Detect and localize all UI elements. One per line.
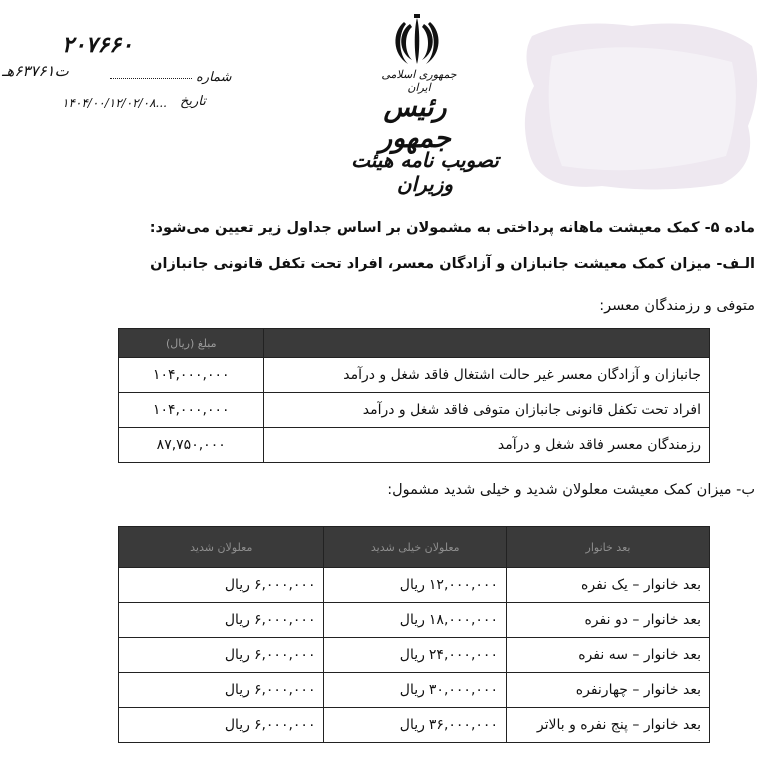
table-row bbox=[119, 358, 710, 393]
family-size-cell: بعد خانوار – پنج نفره و بالاتر bbox=[506, 708, 709, 743]
row-amount: ۸۷,۷۵۰,۰۰۰ bbox=[119, 428, 264, 463]
amount-cell bbox=[324, 673, 506, 708]
republic-caption: جمهوری اسلامی ایران bbox=[381, 68, 457, 94]
amount-value: ۱۸,۰۰۰,۰۰۰ bbox=[428, 612, 498, 628]
family-size-cell: بعد خانوار – دو نفره bbox=[506, 603, 709, 638]
table-header-cell bbox=[264, 329, 710, 358]
number-label: شماره bbox=[196, 70, 232, 85]
table-row bbox=[119, 673, 710, 708]
row-description: جانبازان و آزادگان معسر غیر حالت اشتغال فاقد شغل و درآمد bbox=[264, 358, 710, 393]
table-header-row bbox=[119, 527, 710, 568]
amount-value: ۶,۰۰۰,۰۰۰ bbox=[253, 682, 316, 698]
letter-number: ۲۰۷۶۶۰ bbox=[62, 32, 133, 58]
currency-label: ریال bbox=[399, 577, 425, 593]
redaction-overlay bbox=[512, 16, 762, 194]
amount-value: ۳۰,۰۰۰,۰۰۰ bbox=[428, 682, 498, 698]
currency-label: ریال bbox=[399, 647, 425, 663]
amount-value: ۶,۰۰۰,۰۰۰ bbox=[253, 577, 316, 593]
letter-date: ۱۴۰۴/۰۰/۱۲/۰۲/۰۸... bbox=[62, 96, 167, 110]
amount-value: ۳۶,۰۰۰,۰۰۰ bbox=[428, 717, 498, 733]
amount-cell bbox=[119, 568, 324, 603]
amount-value: ۲۴,۰۰۰,۰۰۰ bbox=[428, 647, 498, 663]
amount-value: ۶,۰۰۰,۰۰۰ bbox=[253, 612, 316, 628]
article-5-heading: ماده ۵- کمک معیشت ماهانه پرداختی به مشمولان بر اساس جداول زیر تعیین می‌شود: bbox=[149, 220, 755, 236]
letter-number-suffix: ت۶۳۷۶۱هـ bbox=[2, 62, 69, 80]
amount-cell bbox=[119, 603, 324, 638]
row-amount: ۱۰۴,۰۰۰,۰۰۰ bbox=[119, 393, 264, 428]
number-dotted-line bbox=[110, 78, 192, 79]
amount-cell bbox=[324, 708, 506, 743]
table-row bbox=[119, 638, 710, 673]
table-row bbox=[119, 568, 710, 603]
currency-label: ریال bbox=[224, 717, 250, 733]
currency-label: ریال bbox=[399, 717, 425, 733]
amount-cell bbox=[324, 638, 506, 673]
section-b-heading: ب- میزان کمک معیشت معلولان شدید و خیلی شدید مشمول: bbox=[387, 482, 755, 498]
table-header-cell: معلولان خیلی شدید bbox=[324, 527, 506, 568]
table-row bbox=[119, 393, 710, 428]
amount-cell bbox=[119, 638, 324, 673]
president-title: رئیس جمهور bbox=[379, 92, 451, 154]
amount-cell bbox=[324, 568, 506, 603]
table-header-row bbox=[119, 329, 710, 358]
row-amount: ۱۰۴,۰۰۰,۰۰۰ bbox=[119, 358, 264, 393]
row-description: رزمندگان معسر فاقد شغل و درآمد bbox=[264, 428, 710, 463]
currency-label: ریال bbox=[399, 612, 425, 628]
amount-cell bbox=[119, 708, 324, 743]
table-header-cell: معلولان شدید bbox=[119, 527, 324, 568]
cabinet-approval-title: تصویب نامه هیئت وزیران bbox=[351, 148, 499, 196]
amount-value: ۶,۰۰۰,۰۰۰ bbox=[253, 717, 316, 733]
table-row bbox=[119, 708, 710, 743]
table-row bbox=[119, 603, 710, 638]
family-size-cell: بعد خانوار – یک نفره bbox=[506, 568, 709, 603]
amount-cell bbox=[119, 673, 324, 708]
date-label: تاریخ bbox=[180, 94, 206, 109]
family-size-cell: بعد خانوار – سه نفره bbox=[506, 638, 709, 673]
amount-value: ۶,۰۰۰,۰۰۰ bbox=[253, 647, 316, 663]
table-row bbox=[119, 428, 710, 463]
row-description: افراد تحت تکفل قانونی جانبازان متوفی فاقد شغل و درآمد bbox=[264, 393, 710, 428]
table-header-cell: مبلغ (ریال) bbox=[119, 329, 264, 358]
section-a-heading: الـف- میزان کمک معیشت جانبازان و آزادگان معسر، افراد تحت تکفل قانونی جانبازان bbox=[150, 256, 755, 272]
section-a-heading-continued: متوفی و رزمندگان معسر: bbox=[599, 298, 755, 314]
amount-value: ۱۲,۰۰۰,۰۰۰ bbox=[428, 577, 498, 593]
currency-label: ریال bbox=[399, 682, 425, 698]
table-header-cell: بعد خانوار bbox=[506, 527, 709, 568]
family-size-cell: بعد خانوار – چهارنفره bbox=[506, 673, 709, 708]
iran-emblem-icon bbox=[390, 14, 444, 68]
currency-label: ریال bbox=[224, 647, 250, 663]
disabled-aid-table bbox=[118, 526, 710, 743]
currency-label: ریال bbox=[224, 612, 250, 628]
amount-cell bbox=[324, 603, 506, 638]
veterans-aid-table bbox=[118, 328, 710, 463]
currency-label: ریال bbox=[224, 682, 250, 698]
currency-label: ریال bbox=[224, 577, 250, 593]
